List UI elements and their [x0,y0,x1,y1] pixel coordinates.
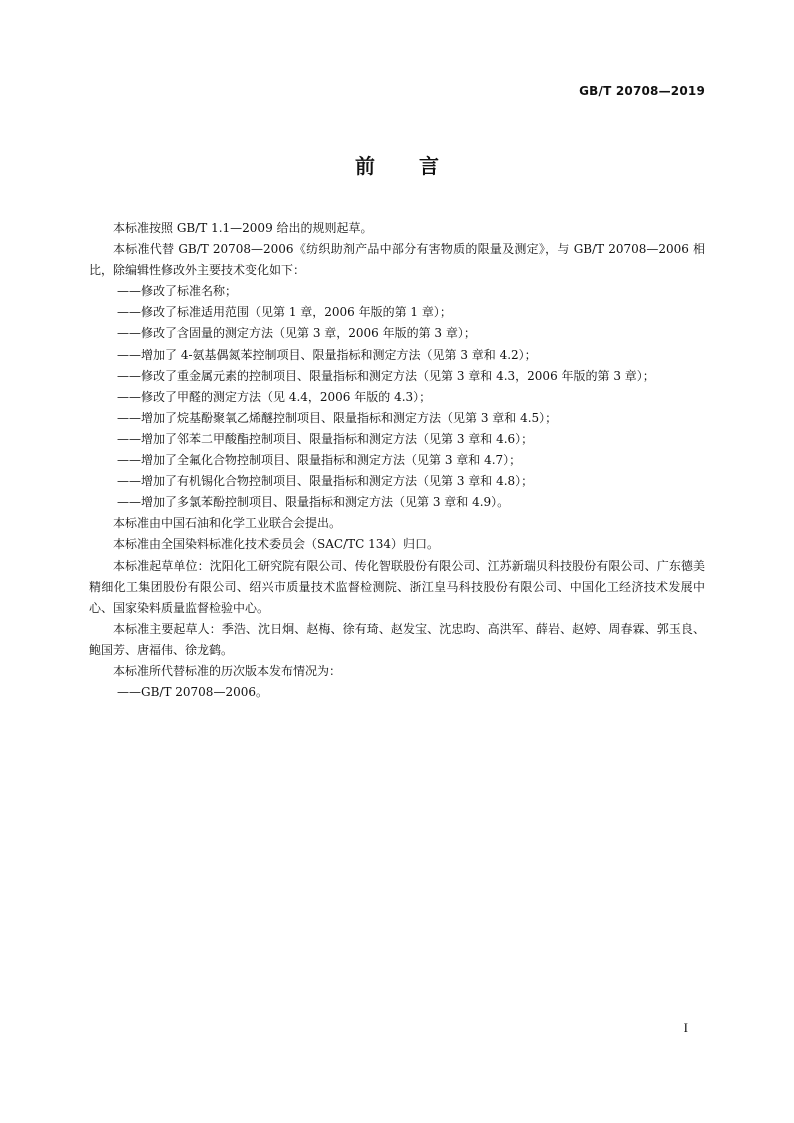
change-item: ——增加了邻苯二甲酸酯控制项目、限量指标和测定方法（见第 3 章和 4.6）； [117,431,534,446]
change-item: ——修改了甲醛的测定方法（见 4.4，2006 年版的 4.3）； [117,389,432,404]
history-item: ——GB/T 20708—2006。 [117,685,268,700]
page-number: I [683,1020,688,1035]
paragraph-history: 本标准所代替标准的历次版本发布情况为： [113,663,342,678]
standard-number: GB/T 20708—2019 [579,84,705,98]
paragraph-rule: 本标准按照 GB/T 1.1—2009 给出的规则起草。 [113,221,373,235]
change-item: ——修改了重金属元素的控制项目、限量指标和测定方法（见第 3 章和 4.3，2006 年版的第 3 章）； [117,368,655,383]
change-item: ——增加了多氯苯酚控制项目、限量指标和测定方法（见第 3 章和 4.9）。 [117,495,510,510]
page-title: 前言 [355,154,483,178]
change-item: ——修改了标准适用范围（见第 1 章，2006 年版的第 1 章）； [117,305,452,320]
change-item: ——修改了标准名称； [117,284,238,299]
change-item: ——修改了含固量的测定方法（见第 3 章，2006 年版的第 3 章）； [117,326,476,341]
paragraph-drafting-units: 本标准起草单位：沈阳化工研究院有限公司、传化智联股份有限公司、江苏新瑞贝科技股份有限公司、广东德美精细化工集团股份有限公司、绍兴市质量技术监督检测院、浙江皇马科技股份有限公司、中国化工经济技术发展中心、国家染料质量监督检验中心。 [89,558,705,615]
change-item: ——增加了 4-氨基偶氮苯控制项目、限量指标和测定方法（见第 3 章和 4.2）； [117,347,537,362]
change-item: ——增加了全氟化合物控制项目、限量指标和测定方法（见第 3 章和 4.7）； [117,453,522,468]
paragraph-drafters: 本标准主要起草人：季浩、沈日炯、赵梅、徐有琦、赵发宝、沈忠昀、高洪军、薛岩、赵婷、周春霖、郭玉良、鲍国芳、唐福伟、徐龙鹤。 [89,621,705,657]
change-item: ——增加了有机锡化合物控制项目、限量指标和测定方法（见第 3 章和 4.8）； [117,474,534,489]
foreword-body [89,218,705,703]
paragraph-replacement: 本标准代替 GB/T 20708—2006《纺织助剂产品中部分有害物质的限量及测定》，与 GB/T 20708—2006 相比，除编辑性修改外主要技术变化如下： [89,242,705,278]
change-item: ——增加了烷基酚聚氧乙烯醚控制项目、限量指标和测定方法（见第 3 章和 4.5）； [117,410,558,425]
paragraph-proposer: 本标准由中国石油和化学工业联合会提出。 [113,516,342,531]
paragraph-committee: 本标准由全国染料标准化技术委员会（SAC/TC 134）归口。 [113,537,440,552]
